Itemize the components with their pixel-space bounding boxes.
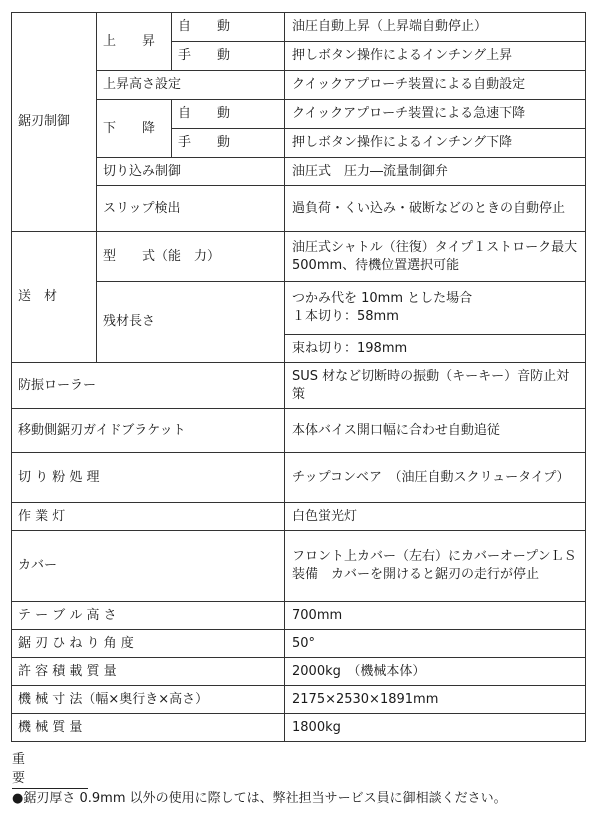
row-value: 2175×2530×1891mm xyxy=(285,686,586,714)
row-value: チップコンベア （油圧自動スクリュータイプ） xyxy=(285,453,586,503)
row-label: 許 容 積 載 質 量 xyxy=(12,658,285,686)
ascent-manual-value: 押しボタン操作によるインチング上昇 xyxy=(285,42,586,71)
row-label: 機 械 寸 法（幅×奥行き×高さ） xyxy=(12,686,285,714)
row-label: 作 業 灯 xyxy=(12,503,285,531)
slip-label: スリップ検出 xyxy=(97,186,285,232)
important-heading: 重 要 xyxy=(12,748,88,789)
row-label: 切 り 粉 処 理 xyxy=(12,453,285,503)
ascent-auto-value: 油圧自動上昇（上昇端自動停止） xyxy=(285,13,586,42)
descent-manual-value: 押しボタン操作によるインチング下降 xyxy=(285,129,586,158)
saw-control-group: 鋸刃制御 xyxy=(12,13,97,232)
row-value: 2000kg （機械本体） xyxy=(285,658,586,686)
ascent-label: 上 昇 xyxy=(97,13,172,71)
row-value: SUS 材など切断時の振動（キーキー）音防止対策 xyxy=(285,363,586,409)
remnant-value-cell xyxy=(285,282,586,335)
feed-group: 送 材 xyxy=(12,232,97,363)
height-setting-value: クイックアプローチ装置による自動設定 xyxy=(285,71,586,100)
spec-table xyxy=(11,12,586,742)
descent-label: 下 降 xyxy=(97,100,172,158)
height-setting-label: 上昇高さ設定 xyxy=(97,71,285,100)
row-label: 移動側鋸刃ガイドブラケット xyxy=(12,409,285,453)
row-value: 700mm xyxy=(285,602,586,630)
remnant-label: 残材長さ xyxy=(97,282,285,363)
feed-type-value: 油圧式シャトル（往復）タイプ１ストローク最大 500mm、待機位置選択可能 xyxy=(285,232,586,282)
row-value: フロント上カバー（左右）にカバーオープンＬＳ装備 カバーを開けると鋸刃の走行が停止 xyxy=(285,531,586,602)
row-value: 50° xyxy=(285,630,586,658)
row-label: 機 械 質 量 xyxy=(12,714,285,742)
important-note: ●鋸刃厚さ 0.9mm 以外の使用に際しては、弊社担当サービス員に御相談ください。 xyxy=(12,791,507,806)
row-value: 1800kg xyxy=(285,714,586,742)
descent-manual-mode: 手 動 xyxy=(172,129,285,158)
row-value: 白色蛍光灯 xyxy=(285,503,586,531)
row-label: 防振ローラー xyxy=(12,363,285,409)
cut-control-value: 油圧式 圧力―流量制御弁 xyxy=(285,158,586,186)
remnant-value-3: 束ね切り：198mm xyxy=(285,335,586,363)
row-label: カバー xyxy=(12,531,285,602)
ascent-manual-mode: 手 動 xyxy=(172,42,285,71)
slip-value: 過負荷・くい込み・破断などのときの自動停止 xyxy=(285,186,586,232)
descent-auto-value: クイックアプローチ装置による急速下降 xyxy=(285,100,586,129)
row-label: テ ー ブ ル 高 さ xyxy=(12,602,285,630)
ascent-auto-mode: 自 動 xyxy=(172,13,285,42)
cut-control-label: 切り込み制御 xyxy=(97,158,285,186)
remnant-value-1: つかみ代を 10mm とした場合 xyxy=(292,291,473,307)
remnant-value-2: １本切り：58mm xyxy=(292,309,399,324)
feed-type-label: 型 式（能 力） xyxy=(97,232,285,282)
descent-auto-mode: 自 動 xyxy=(172,100,285,129)
row-value: 本体バイス開口幅に合わせ自動追従 xyxy=(285,409,586,453)
row-label: 鋸 刃 ひ ね り 角 度 xyxy=(12,630,285,658)
